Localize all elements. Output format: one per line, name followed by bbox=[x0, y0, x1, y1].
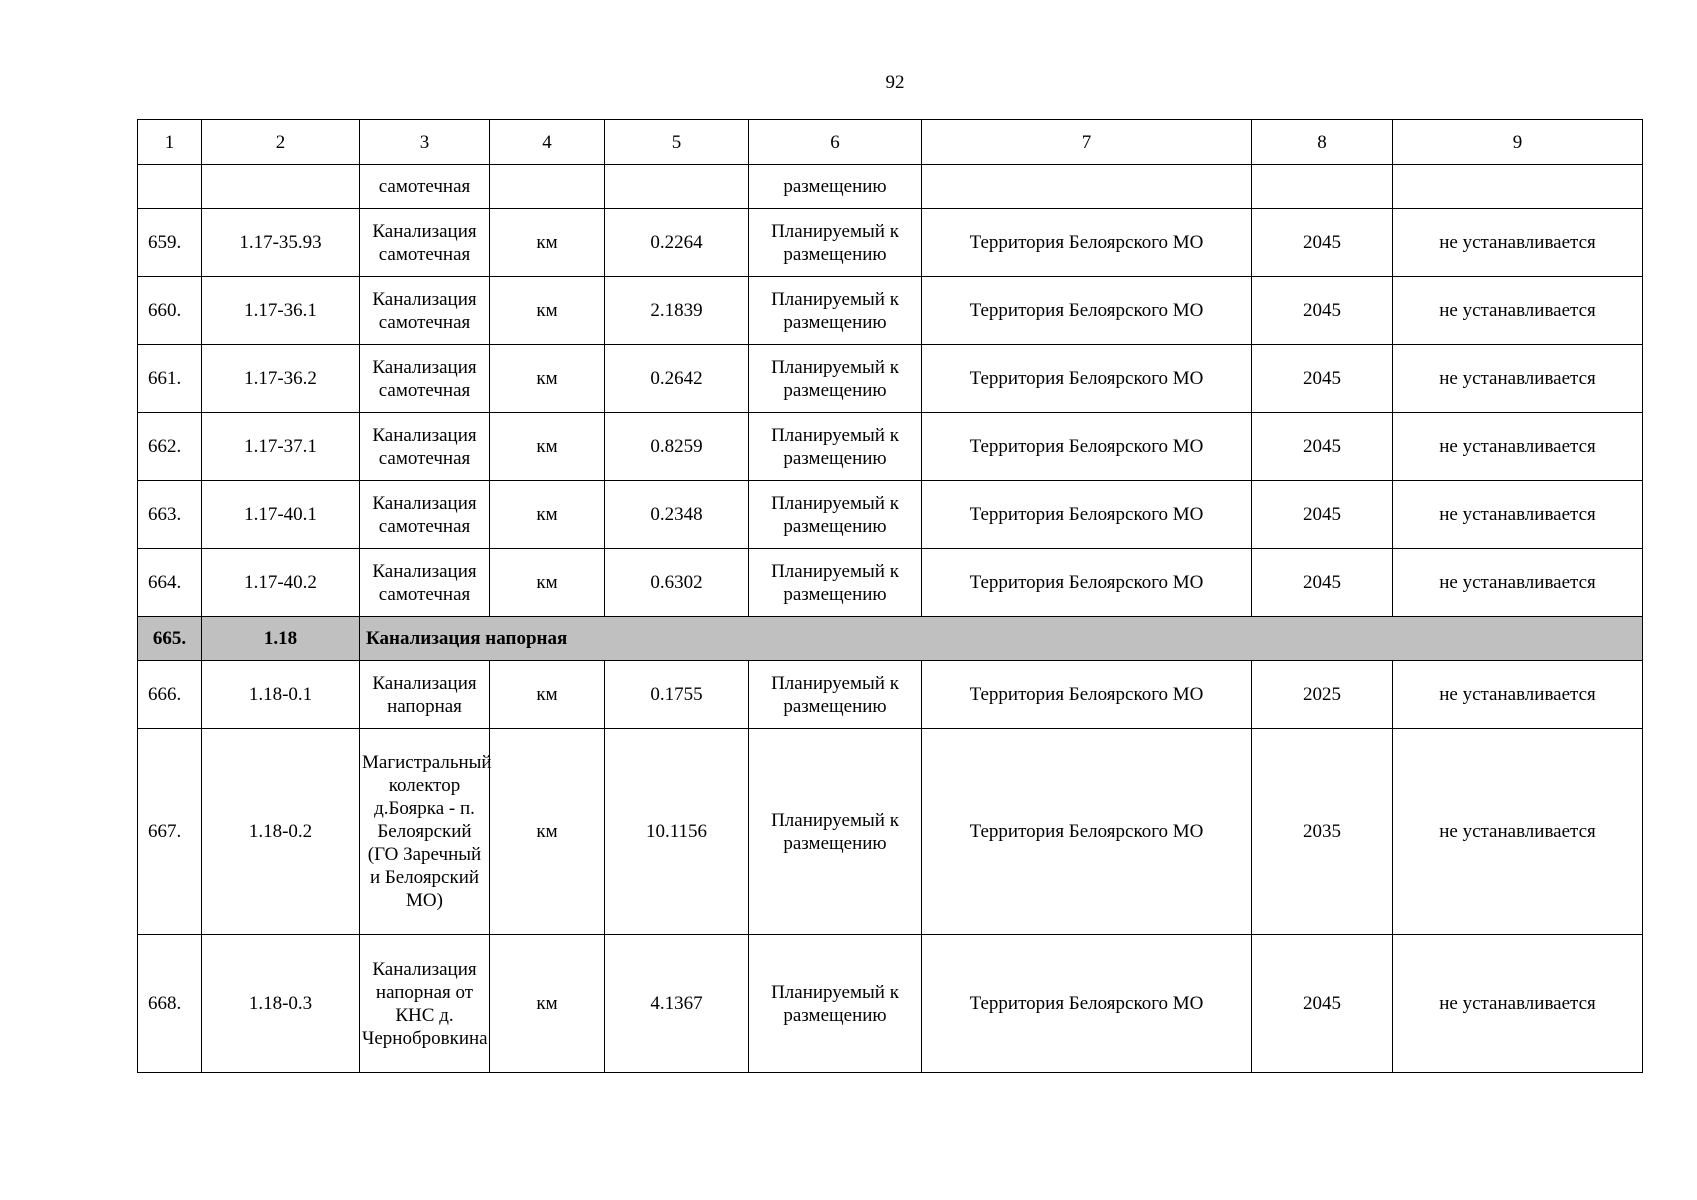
table-row bbox=[138, 729, 1643, 935]
cell-name: Канализация самотечная bbox=[360, 209, 490, 277]
cell-value: 0.2348 bbox=[605, 481, 749, 549]
cell-code: 1.17-37.1 bbox=[202, 413, 360, 481]
cell-code: 1.18-0.1 bbox=[202, 661, 360, 729]
cell-code: 1.17-35.93 bbox=[202, 209, 360, 277]
cell-unit: км bbox=[490, 729, 605, 935]
cell-zone: не устанавливается bbox=[1393, 209, 1643, 277]
table-row bbox=[138, 277, 1643, 345]
cell-zone: не устанавливается bbox=[1393, 345, 1643, 413]
cell-num: 667. bbox=[138, 729, 202, 935]
cell-code: 1.17-36.2 bbox=[202, 345, 360, 413]
cell-status: Планируемый к размещению bbox=[749, 209, 922, 277]
table-cell bbox=[202, 165, 360, 209]
cell-num: 666. bbox=[138, 661, 202, 729]
cell-num: 668. bbox=[138, 935, 202, 1073]
cell-unit: км bbox=[490, 661, 605, 729]
table-cell bbox=[1393, 165, 1643, 209]
cell-zone: не устанавливается bbox=[1393, 729, 1643, 935]
table-row bbox=[138, 345, 1643, 413]
cell-status: Планируемый к размещению bbox=[749, 729, 922, 935]
cell-name: Канализация напорная bbox=[360, 661, 490, 729]
cell-year: 2045 bbox=[1252, 413, 1393, 481]
cell-status: Планируемый к размещению bbox=[749, 413, 922, 481]
cell-status: Планируемый к размещению bbox=[749, 481, 922, 549]
section-row bbox=[138, 617, 1643, 661]
cell-value: 0.8259 bbox=[605, 413, 749, 481]
section-title: Канализация напорная bbox=[360, 617, 1643, 661]
table-row bbox=[138, 413, 1643, 481]
section-number: 665. bbox=[138, 617, 202, 661]
cell-unit: км bbox=[490, 345, 605, 413]
cell-year: 2045 bbox=[1252, 549, 1393, 617]
table-cell: самотечная bbox=[360, 165, 490, 209]
cell-year: 2045 bbox=[1252, 277, 1393, 345]
cell-name: Канализация самотечная bbox=[360, 413, 490, 481]
cell-territory: Территория Белоярского МО bbox=[922, 481, 1252, 549]
cell-value: 0.2642 bbox=[605, 345, 749, 413]
table-cell: размещению bbox=[749, 165, 922, 209]
cell-code: 1.17-40.1 bbox=[202, 481, 360, 549]
cell-value: 0.2264 bbox=[605, 209, 749, 277]
cell-year: 2025 bbox=[1252, 661, 1393, 729]
cell-zone: не устанавливается bbox=[1393, 549, 1643, 617]
cell-name: Магистральный колектор д.Боярка - п. Белоярский (ГО Заречный и Белоярский МО) bbox=[360, 729, 490, 935]
cell-num: 659. bbox=[138, 209, 202, 277]
cell-value: 4.1367 bbox=[605, 935, 749, 1073]
cell-code: 1.18-0.2 bbox=[202, 729, 360, 935]
cell-num: 662. bbox=[138, 413, 202, 481]
cell-year: 2045 bbox=[1252, 345, 1393, 413]
cell-zone: не устанавливается bbox=[1393, 277, 1643, 345]
column-header: 5 bbox=[605, 120, 749, 165]
cell-status: Планируемый к размещению bbox=[749, 345, 922, 413]
cell-territory: Территория Белоярского МО bbox=[922, 345, 1252, 413]
page-number: 92 bbox=[885, 72, 905, 93]
cell-num: 663. bbox=[138, 481, 202, 549]
table-cell bbox=[922, 165, 1252, 209]
cell-unit: км bbox=[490, 481, 605, 549]
cell-unit: км bbox=[490, 209, 605, 277]
cell-unit: км bbox=[490, 413, 605, 481]
table-cell bbox=[490, 165, 605, 209]
cell-value: 10.1156 bbox=[605, 729, 749, 935]
cell-territory: Территория Белоярского МО bbox=[922, 209, 1252, 277]
continuation-row bbox=[138, 165, 1643, 209]
cell-code: 1.18-0.3 bbox=[202, 935, 360, 1073]
cell-unit: км bbox=[490, 935, 605, 1073]
column-header: 1 bbox=[138, 120, 202, 165]
section-code: 1.18 bbox=[202, 617, 360, 661]
cell-territory: Территория Белоярского МО bbox=[922, 277, 1252, 345]
column-header: 7 bbox=[922, 120, 1252, 165]
table-row bbox=[138, 661, 1643, 729]
cell-name: Канализация самотечная bbox=[360, 345, 490, 413]
cell-status: Планируемый к размещению bbox=[749, 661, 922, 729]
cell-status: Планируемый к размещению bbox=[749, 549, 922, 617]
table-row bbox=[138, 935, 1643, 1073]
cell-status: Планируемый к размещению bbox=[749, 277, 922, 345]
cell-name: Канализация самотечная bbox=[360, 549, 490, 617]
cell-year: 2045 bbox=[1252, 935, 1393, 1073]
cell-territory: Территория Белоярского МО bbox=[922, 549, 1252, 617]
table-row bbox=[138, 209, 1643, 277]
column-header: 4 bbox=[490, 120, 605, 165]
data-table bbox=[137, 119, 1643, 1073]
cell-name: Канализация напорная от КНС д. Чернобровкина bbox=[360, 935, 490, 1073]
table-cell bbox=[138, 165, 202, 209]
column-header: 8 bbox=[1252, 120, 1393, 165]
cell-year: 2045 bbox=[1252, 481, 1393, 549]
cell-code: 1.17-36.1 bbox=[202, 277, 360, 345]
table-row bbox=[138, 549, 1643, 617]
cell-zone: не устанавливается bbox=[1393, 935, 1643, 1073]
cell-value: 0.1755 bbox=[605, 661, 749, 729]
column-header: 3 bbox=[360, 120, 490, 165]
cell-status: Планируемый к размещению bbox=[749, 935, 922, 1073]
table-cell bbox=[605, 165, 749, 209]
cell-zone: не устанавливается bbox=[1393, 413, 1643, 481]
cell-zone: не устанавливается bbox=[1393, 481, 1643, 549]
cell-unit: км bbox=[490, 549, 605, 617]
column-header: 2 bbox=[202, 120, 360, 165]
cell-code: 1.17-40.2 bbox=[202, 549, 360, 617]
column-header: 9 bbox=[1393, 120, 1643, 165]
cell-num: 661. bbox=[138, 345, 202, 413]
table-cell bbox=[1252, 165, 1393, 209]
cell-territory: Территория Белоярского МО bbox=[922, 661, 1252, 729]
cell-unit: км bbox=[490, 277, 605, 345]
column-header: 6 bbox=[749, 120, 922, 165]
table-header-row bbox=[138, 120, 1643, 165]
cell-year: 2035 bbox=[1252, 729, 1393, 935]
cell-value: 2.1839 bbox=[605, 277, 749, 345]
cell-territory: Территория Белоярского МО bbox=[922, 413, 1252, 481]
cell-name: Канализация самотечная bbox=[360, 277, 490, 345]
table-row bbox=[138, 481, 1643, 549]
cell-value: 0.6302 bbox=[605, 549, 749, 617]
cell-territory: Территория Белоярского МО bbox=[922, 935, 1252, 1073]
cell-territory: Территория Белоярского МО bbox=[922, 729, 1252, 935]
cell-num: 660. bbox=[138, 277, 202, 345]
cell-year: 2045 bbox=[1252, 209, 1393, 277]
cell-name: Канализация самотечная bbox=[360, 481, 490, 549]
cell-zone: не устанавливается bbox=[1393, 661, 1643, 729]
cell-num: 664. bbox=[138, 549, 202, 617]
